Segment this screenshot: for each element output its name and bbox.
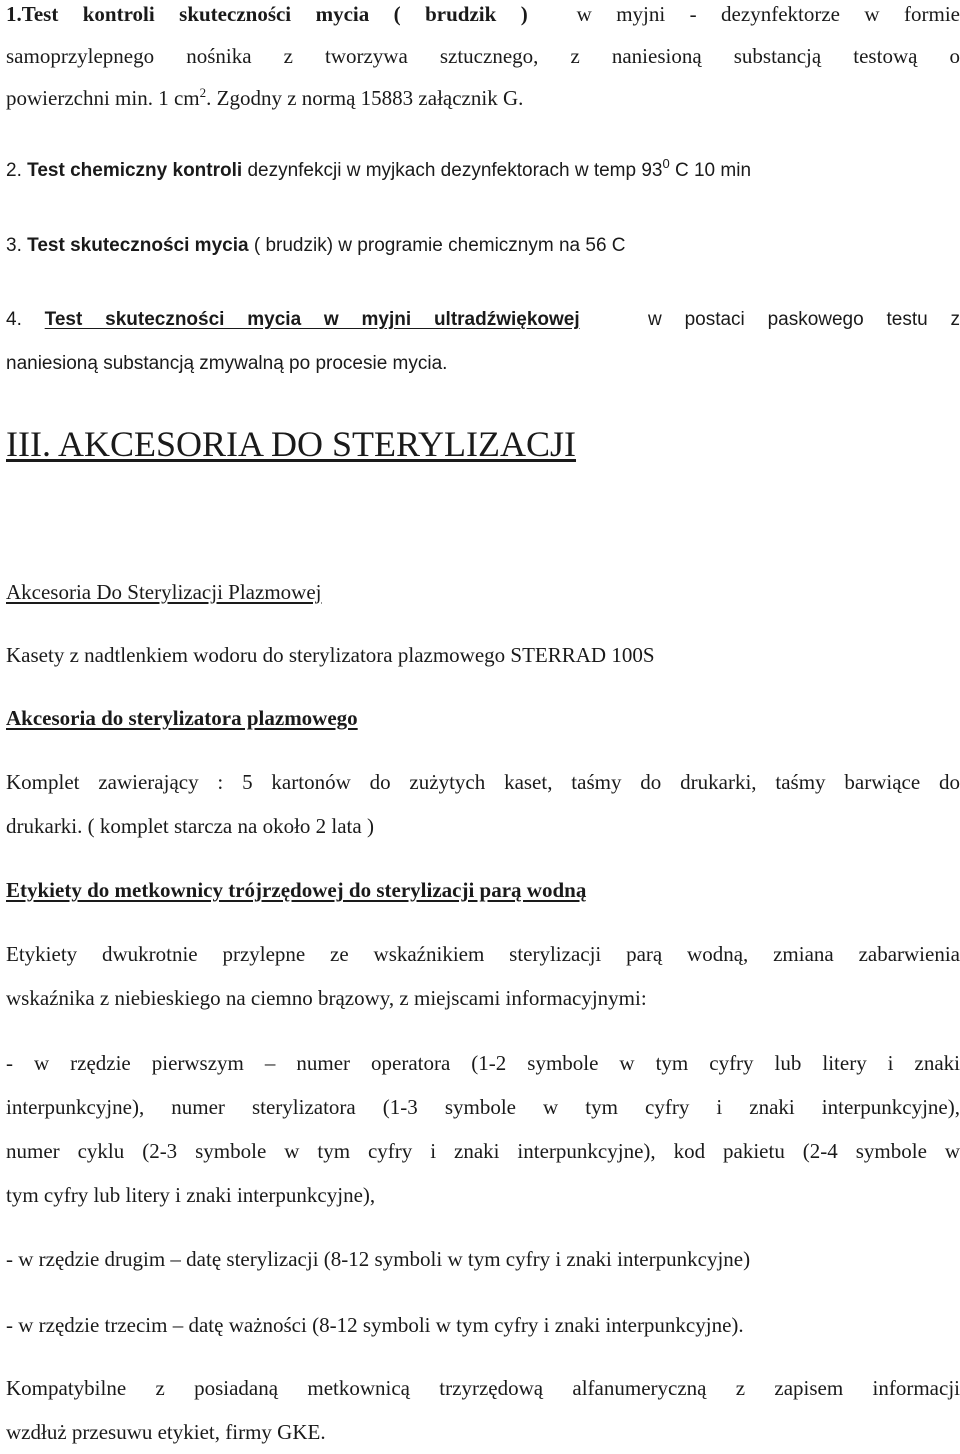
item3-line <box>6 224 960 268</box>
item3-rest: ( brudzik) w programie chemicznym na 56 C <box>253 235 626 256</box>
degree-superscript: 0 <box>662 156 670 171</box>
item1-line1-rest: w myjni - dezynfektorze w formie <box>576 2 960 26</box>
sub1-heading: Akcesoria Do Sterylizacji Plazmowej <box>6 580 322 604</box>
sub3-p2-line1: - w rzędzie pierwszym – numer operatora (1-2 symbole w tym cyfry lub litery i znaki <box>6 1051 960 1075</box>
item2-num: 2. <box>6 160 22 181</box>
item2-rest-b: C 10 min <box>674 160 752 181</box>
section-title: III. AKCESORIA DO STERYLIZACJI <box>6 424 577 464</box>
sub2-text-line1: Komplet zawierający : 5 kartonów do zużytych kaset, taśmy do drukarki, taśmy barwiące do <box>6 770 960 794</box>
sub3-p1-line2: wskaźnika z niebieskiego na ciemno brązowy, z miejscami informacyjnymi: <box>6 986 647 1010</box>
sub3-p5-line2: wzdłuż przesuwu etykiet, firmy GKE. <box>6 1420 326 1444</box>
sub3-p4: - w rzędzie trzecim – datę ważności (8-12 symboli w tym cyfry i znaki interpunkcyjne). <box>6 1313 744 1337</box>
item4-rest: w postaci paskowego testu z <box>648 309 960 330</box>
item2-title: Test chemiczny kontroli <box>27 160 243 181</box>
item1-line3 <box>6 76 960 120</box>
item1-line1 <box>6 0 960 36</box>
sub2-heading: Akcesoria do sterylizatora plazmowego <box>6 706 358 730</box>
item2-line <box>6 149 960 193</box>
sub3-p1-line1: Etykiety dwukrotnie przylepne ze wskaźnikiem sterylizacji parą wodną, zmiana zabarwienia <box>6 942 960 966</box>
sub3-p2-line2: interpunkcyjne), numer sterylizatora (1-3 symbole w tym cyfry i znaki interpunkcyjne), <box>6 1095 960 1119</box>
sub3-p2-line4: tym cyfry lub litery i znaki interpunkcyjne), <box>6 1183 376 1207</box>
sub3-p5-line1: Kompatybilne z posiadaną metkownicą trzyrzędową alfanumeryczną z zapisem informacji <box>6 1376 960 1400</box>
sub3-heading: Etykiety do metkownicy trójrzędowej do sterylizacji parą wodną <box>6 878 587 902</box>
item3-num: 3. <box>6 235 22 256</box>
item3-title: Test skuteczności mycia <box>27 235 249 256</box>
sub1-text: Kasety z nadtlenkiem wodoru do sterylizatora plazmowego STERRAD 100S <box>6 643 655 667</box>
sub2-text-line2: drukarki. ( komplet starcza na około 2 lata ) <box>6 814 374 838</box>
item1-line3-b: . Zgodny z normą 15883 załącznik G. <box>206 86 524 110</box>
item4-line1 <box>6 298 960 342</box>
item4-num: 4. <box>6 309 22 330</box>
item4-title: Test skuteczności mycia w myjni ultradźwiękowej <box>44 309 580 330</box>
item1-line2: samoprzylepnego nośnika z tworzywa sztucznego, z naniesioną substancją testową o <box>6 44 960 68</box>
item2-rest-a: dezynfekcji w myjkach dezynfektorach w temp 93 <box>247 160 663 181</box>
sub3-p3: - w rzędzie drugim – datę sterylizacji (8-12 symboli w tym cyfry i znaki interpunkcyjne) <box>6 1247 751 1271</box>
item1-line3-a: powierzchni min. 1 cm <box>6 86 200 110</box>
superscript: 2 <box>199 85 207 100</box>
item4-line2: naniesioną substancją zmywalną po procesie mycia. <box>6 353 448 374</box>
sub3-p2-line3: numer cyklu (2-3 symbole w tym cyfry i znaki interpunkcyjne), kod pakietu (2-4 symbole w <box>6 1139 960 1163</box>
item1-title: 1.Test kontroli skuteczności mycia ( brudzik ) <box>6 2 528 26</box>
